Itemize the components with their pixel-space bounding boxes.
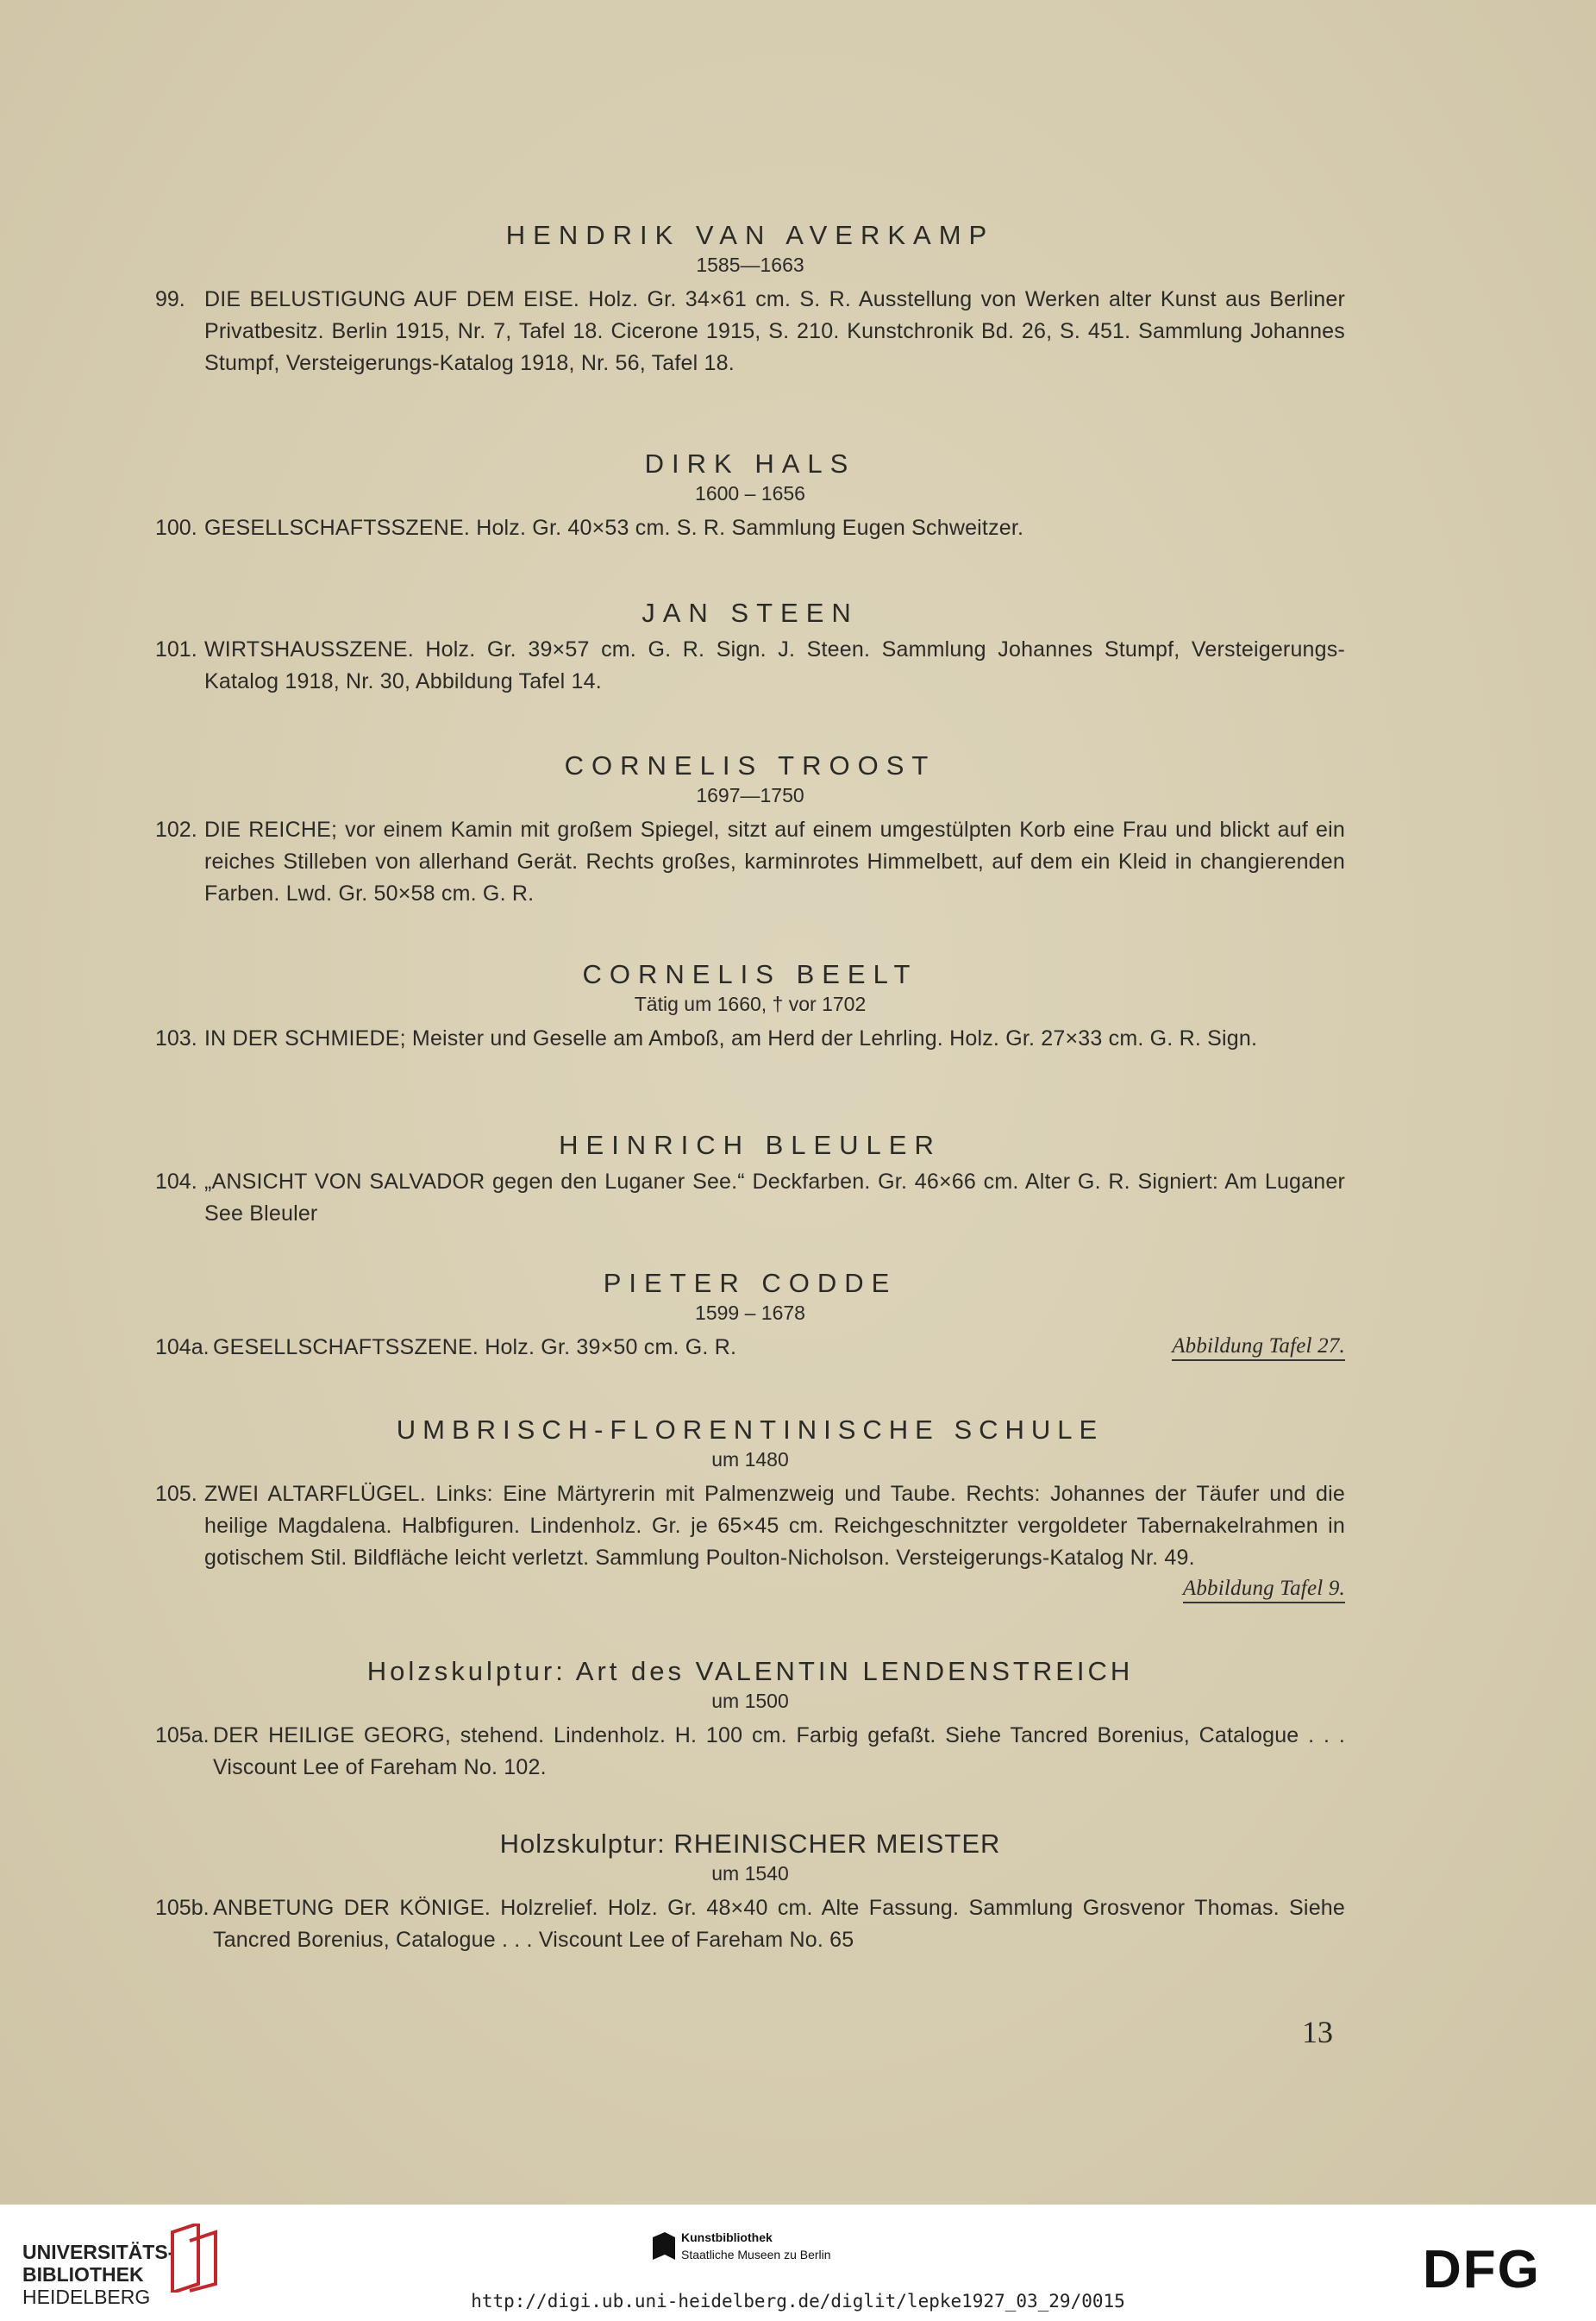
lot-number: 105a. <box>155 1723 210 1747</box>
source-url[interactable]: http://digi.ub.uni-heidelberg.de/diglit/lepke1927_03_29/0015 <box>471 2291 1125 2312</box>
artist-dates: um 1500 <box>711 1690 789 1712</box>
artist-dates: um 1480 <box>711 1448 789 1471</box>
catalog-entry <box>155 1656 1345 1784</box>
lot-description: IN DER SCHMIEDE; Meister und Geselle am Amboß, am Herd der Lehrling. Holz. Gr. 27×33 cm. G. R. Sign. <box>204 1026 1258 1051</box>
catalog-entry <box>155 220 1345 380</box>
plate-reference: Abbildung Tafel 9. <box>1183 1576 1345 1603</box>
artist-name: HEINRICH BLEULER <box>559 1130 942 1160</box>
page-number: 13 <box>1302 2015 1333 2049</box>
lot-description: „ANSICHT VON SALVADOR gegen den Luganer See.“ Deckfarben. Gr. 46×66 cm. Alter G. R. Signiert: Am Luganer See Bleuler <box>204 1170 1345 1226</box>
digitization-footer <box>0 2205 1596 2321</box>
lot-number: 101. <box>155 637 197 662</box>
catalog-entry <box>155 449 1345 544</box>
lot-number: 102. <box>155 818 197 842</box>
dfg-logo[interactable]: DFG <box>1423 2240 1541 2299</box>
lot-number: 105b. <box>155 1896 210 1920</box>
lot-description: DIE BELUSTIGUNG AUF DEM EISE. Holz. Gr. 34×61 cm. S. R. Ausstellung von Werken alter Kunst aus Berliner Privatbesitz. Berlin 1915, Nr. 7, Tafel 18. Cicerone 1915, S. 210. Kunstchronik Bd. 26, S. 451. Sammlung Johannes Stumpf, Versteigerungs-Katalog 1918, Nr. 56, Tafel 18. <box>204 287 1345 375</box>
lot-item <box>155 1023 1345 1055</box>
catalog-entry <box>155 1130 1345 1230</box>
lot-number: 104. <box>155 1170 197 1194</box>
artist-name: Holzskulptur: Art des VALENTIN LENDENSTREICH <box>366 1656 1134 1686</box>
artist-name: DIRK HALS <box>644 449 856 479</box>
lot-description: DIE REICHE; vor einem Kamin mit großem Spiegel, sitzt auf einem umgestülpten Korb eine Frau und blickt auf ein reiches Stilleben von allerhand Gerät. Rechts großes, karminrotes Himmelbett, auf dem ein Kleid in changierenden Farben. Lwd. Gr. 50×58 cm. G. R. <box>204 818 1345 906</box>
library-emblem-icon <box>164 2224 224 2293</box>
lot-number: 99. <box>155 287 185 311</box>
artist-name: PIETER CODDE <box>603 1268 898 1298</box>
artist-dates: 1585—1663 <box>696 254 804 276</box>
lot-item <box>155 1166 1345 1230</box>
artist-name: Holzskulptur: RHEINISCHER MEISTER <box>499 1829 1001 1859</box>
lot-item <box>155 1720 1345 1784</box>
lot-description: GESELLSCHAFTSSZENE. Holz. Gr. 40×53 cm. S. R. Sammlung Eugen Schweitzer. <box>204 516 1024 540</box>
lot-item <box>155 814 1345 910</box>
lot-description: WIRTSHAUSSZENE. Holz. Gr. 39×57 cm. G. R. Sign. J. Steen. Sammlung Johannes Stumpf, Versteigerungs-Katalog 1918, Nr. 30, Abbildung Tafel 14. <box>204 637 1345 693</box>
university-library-logo[interactable]: UNIVERSITÄTS- BIBLIOTHEK HEIDELBERG <box>22 2241 175 2308</box>
kunstbibliothek-emblem-icon <box>651 2230 677 2261</box>
artist-name: UMBRISCH-FLORENTINISCHE SCHULE <box>396 1415 1105 1445</box>
artist-name: CORNELIS BEELT <box>582 959 918 989</box>
lot-item <box>155 634 1345 698</box>
catalog-entry <box>155 1829 1345 1956</box>
catalog-entry <box>155 1415 1345 1603</box>
artist-dates: 1599 – 1678 <box>695 1302 805 1324</box>
lot-item <box>155 512 1345 544</box>
artist-dates: 1697—1750 <box>696 784 804 806</box>
lot-number: 105. <box>155 1482 197 1506</box>
lot-number: 104a. <box>155 1335 210 1359</box>
lot-number: 103. <box>155 1026 197 1051</box>
catalog-entry <box>155 959 1345 1055</box>
lot-description: GESELLSCHAFTSSZENE. Holz. Gr. 39×50 cm. G. R. <box>213 1335 737 1359</box>
lot-item <box>155 1892 1345 1956</box>
catalog-entry <box>155 750 1345 910</box>
artist-name: JAN STEEN <box>642 598 859 628</box>
lot-item <box>155 284 1345 380</box>
lot-number: 100. <box>155 516 197 540</box>
artist-name: CORNELIS TROOST <box>564 750 936 781</box>
artist-name: HENDRIK VAN AVERKAMP <box>505 220 995 250</box>
artist-dates: Tätig um 1660, † vor 1702 <box>634 993 867 1015</box>
kunstbibliothek-logo[interactable]: Kunstbibliothek Staatliche Museen zu Berlin <box>681 2230 831 2261</box>
lot-item <box>155 1332 1345 1364</box>
plate-reference: Abbildung Tafel 27. <box>1172 1333 1345 1361</box>
lot-item <box>155 1478 1345 1600</box>
lot-description: ZWEI ALTARFLÜGEL. Links: Eine Märtyrerin mit Palmenzweig und Taube. Rechts: Johannes der Täufer und die heilige Magdalena. Halbfiguren. Lindenholz. Gr. je 65×45 cm. Reichgeschnitzter vergoldeter Tabernakelrahmen in gotischem Stil. Bildfläche leicht verletzt. Sammlung Poulton-Nicholson. Versteigerungs-Katalog Nr. 49. <box>204 1482 1345 1570</box>
lot-description: DER HEILIGE GEORG, stehend. Lindenholz. H. 100 cm. Farbig gefaßt. Siehe Tancred Borenius, Catalogue . . . Viscount Lee of Fareham No. 102. <box>213 1723 1345 1779</box>
lot-description: ANBETUNG DER KÖNIGE. Holzrelief. Holz. Gr. 48×40 cm. Alte Fassung. Sammlung Grosvenor Thomas. Siehe Tancred Borenius, Catalogue . . . Viscount Lee of Fareham No. 65 <box>213 1896 1345 1952</box>
artist-dates: um 1540 <box>711 1862 789 1885</box>
catalog-entry <box>155 1268 1345 1364</box>
catalog-entry <box>155 598 1345 698</box>
artist-dates: 1600 – 1656 <box>695 482 805 505</box>
